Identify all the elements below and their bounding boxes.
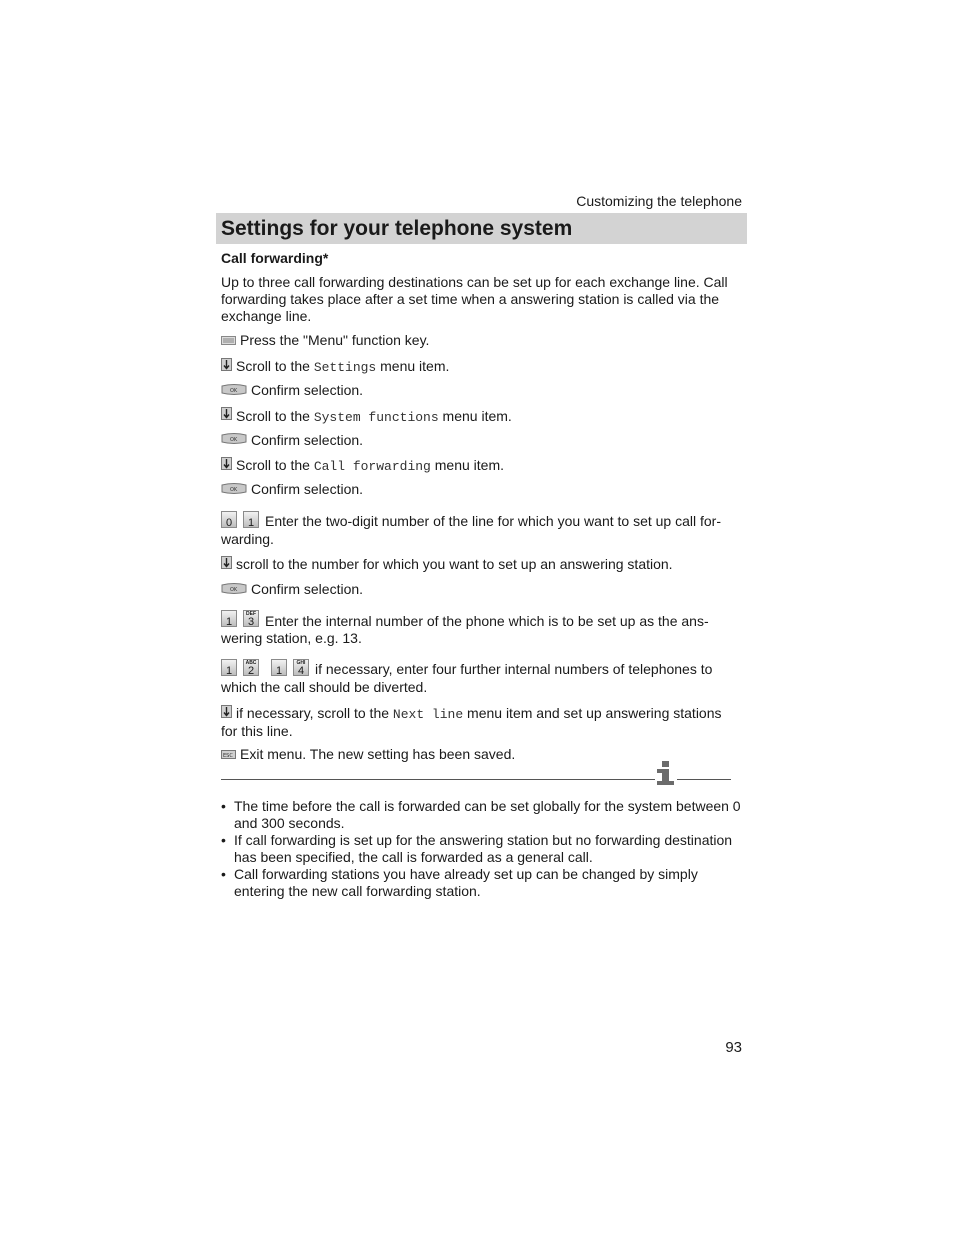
menu-item-code: Call forwarding: [313, 459, 431, 475]
ok-key-icon: [221, 431, 247, 448]
step-exit-menu: ESC Exit menu. The new setting has been saved.: [223, 746, 516, 763]
ok-key-icon: [221, 382, 247, 399]
svg-text:OK: OK: [230, 487, 238, 494]
step-enter-internal-number: 1 DEF 3 Enter the internal number of the phone which is to be set up as the ans-wering station, e.g. 13.: [221, 611, 709, 647]
step-scroll-next-line: if necessary, scroll to the Next line menu item and set up answering stations for this line.: [221, 705, 722, 740]
digit-key-icon: ABC 2: [243, 659, 259, 676]
list-item: • Call forwarding stations you have already set up can be changed by simply entering the new call forwarding station.: [221, 866, 741, 900]
step-enter-further-numbers: 1 ABC 2 1 GHI 4 if necessary, enter four further internal numbers of telephones to which the call should be diverted.: [221, 660, 713, 696]
esc-key-icon: [221, 746, 236, 763]
step-press-menu: Press the "Menu" function key.: [221, 332, 739, 350]
running-header: Customizing the telephone: [576, 193, 742, 209]
svg-text:OK: OK: [230, 586, 238, 593]
step-scroll-settings: Scroll to the Settings menu item.: [221, 358, 739, 376]
step-scroll-system-functions: Scroll to the System functions menu item.: [221, 408, 739, 426]
digit-key-icon: 0: [221, 511, 237, 528]
menu-item-code: System functions: [313, 409, 439, 425]
scroll-arrow-icon: [221, 705, 232, 722]
page-title: Settings for your telephone system: [221, 216, 573, 240]
step-scroll-call-forwarding: Scroll to the Call forwarding menu item.: [221, 457, 739, 475]
step-confirm: OK Confirm selection.: [221, 382, 739, 400]
notes-list: [221, 798, 741, 900]
scroll-arrow-icon: [221, 407, 232, 424]
menu-item-code: Settings: [313, 359, 377, 375]
digit-key-icon: DEF 3: [243, 610, 259, 627]
menu-item-code: Next line: [392, 707, 464, 723]
page-number: 93: [725, 1039, 742, 1056]
digit-key-icon: 1: [221, 610, 237, 627]
digit-key-icon: 1: [243, 511, 259, 528]
list-item: • If call forwarding is set up for the answering station but no forwarding destination has been specified, the call is forwarded as a general call.: [221, 832, 741, 866]
svg-text:OK: OK: [230, 387, 238, 394]
menu-key-icon: [221, 332, 236, 349]
svg-text:OK: OK: [230, 437, 238, 444]
section-subheading: Call forwarding*: [221, 250, 329, 266]
step-enter-line-number: 0 1 Enter the two-digit number of the line for which you want to set up call for-warding.: [221, 513, 739, 548]
list-item: • The time before the call is forwarded can be set globally for the system between 0 and 300 seconds.: [221, 798, 741, 832]
digit-key-icon: 1: [221, 659, 237, 676]
intro-paragraph: Up to three call forwarding destinations can be set up for each exchange line. Call forwarding takes place after a set time when a answering station is called via the exchange line.: [221, 274, 728, 324]
scroll-arrow-icon: [221, 358, 232, 375]
digit-key-icon: GHI 4: [293, 659, 309, 676]
main-content: [221, 250, 739, 764]
step-scroll-number: scroll to the number for which you want to set up an answering station.: [221, 556, 739, 574]
title-bar: [216, 213, 747, 244]
ok-key-icon: [221, 581, 247, 598]
step-confirm: OK Confirm selection.: [221, 581, 739, 599]
scroll-arrow-icon: [221, 457, 232, 474]
ok-key-icon: [221, 481, 247, 498]
step-confirm: OK Confirm selection.: [221, 432, 739, 450]
svg-text:ESC: ESC: [223, 752, 233, 759]
info-icon: [655, 760, 677, 786]
scroll-arrow-icon: [221, 556, 232, 573]
digit-key-icon: 1: [271, 659, 287, 676]
step-confirm: OK Confirm selection.: [221, 481, 739, 499]
